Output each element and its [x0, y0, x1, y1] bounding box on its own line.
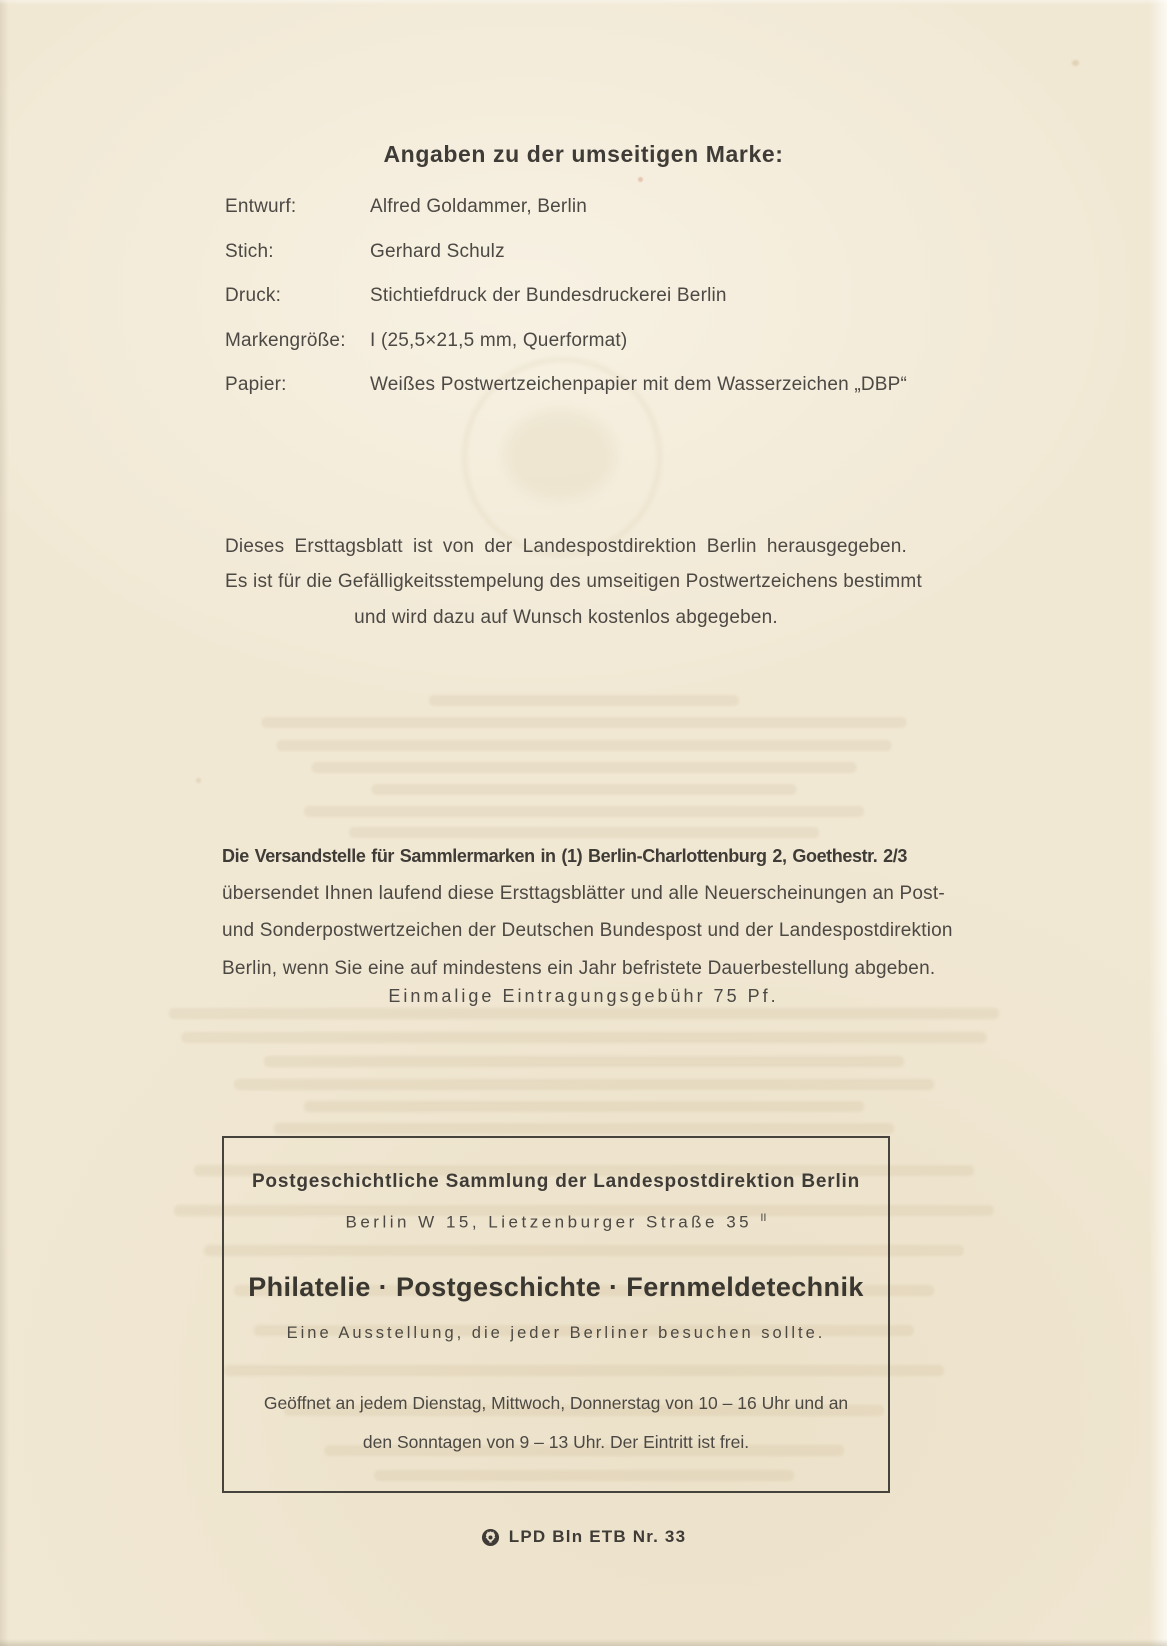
spec-value: I (25,5×21,5 mm, Querformat) — [370, 329, 628, 351]
exhibition-hours-line2: den Sonntagen von 9 – 13 Uhr. Der Eintritt ist frei. — [362, 1432, 750, 1452]
exhibition-subline: Eine Ausstellung, die jeder Berliner besuchen sollte. — [286, 1324, 826, 1342]
spec-label: Markengröße: — [225, 329, 346, 351]
spec-label: Papier: — [225, 374, 287, 396]
spec-label: Druck: — [225, 285, 282, 307]
exhibition-headline: Philatelie · Postgeschichte · Fernmeldetechnik — [248, 1272, 864, 1302]
subscription-line: Berlin, wenn Sie eine auf mindestens ein Jahr befristete Dauerbestellung abgeben. — [222, 957, 936, 979]
issue-note-line: und wird dazu auf Wunsch kostenlos abgegeben. — [354, 606, 778, 628]
berlin-bear-emblem-icon — [481, 1528, 500, 1547]
exhibition-address-floor: II — [760, 1212, 767, 1224]
exhibition-title: Postgeschichtliche Sammlung der Landespostdirektion Berlin — [251, 1171, 861, 1192]
spec-value: Alfred Goldammer, Berlin — [370, 196, 588, 217]
footer-label: LPD Bln ETB Nr. 33 — [508, 1527, 687, 1546]
subscription-line: übersendet Ihnen laufend diese Ersttagsblätter und alle Neuerscheinungen an Post- — [222, 882, 945, 904]
exhibition-box — [222, 1136, 890, 1493]
issue-note-line: Dieses Ersttagsblatt ist von der Landespostdirektion Berlin herausgegeben. — [225, 536, 907, 557]
spec-value: Stichtiefdruck der Bundesdruckerei Berlin — [370, 285, 727, 307]
stamp-spec-table — [225, 196, 1047, 419]
issue-note-line: Es ist für die Gefälligkeitsstempelung des umseitigen Postwertzeichens bestimmt — [225, 571, 922, 593]
spec-value: Weißes Postwertzeichenpapier mit dem Wasserzeichen „DBP“ — [370, 374, 908, 396]
page-title: Angaben zu der umseitigen Marke: — [383, 141, 784, 167]
exhibition-address-text: Berlin W 15, Lietzenburger Straße 35 — [345, 1212, 753, 1232]
exhibition-address — [224, 1212, 888, 1233]
spec-value: Gerhard Schulz — [370, 240, 505, 262]
spec-label: Entwurf: — [225, 196, 297, 217]
subscription-line-bold: Die Versandstelle für Sammlermarken in (1) Berlin-Charlottenburg 2, Goethestr. 2/3 — [222, 846, 907, 866]
subscription-paragraph — [222, 845, 953, 995]
spec-label: Stich: — [225, 240, 274, 262]
subscription-line: und Sonderpostwertzeichen der Deutschen Bundespost und der Landespostdirektion — [222, 920, 953, 942]
issue-note-paragraph — [225, 536, 922, 642]
footer — [0, 1527, 1167, 1547]
exhibition-hours-line1: Geöffnet an jedem Dienstag, Mittwoch, Donnerstag von 10 – 16 Uhr und an — [263, 1393, 849, 1413]
registration-fee-line: Einmalige Eintragungsgebühr 75 Pf. — [388, 986, 779, 1006]
